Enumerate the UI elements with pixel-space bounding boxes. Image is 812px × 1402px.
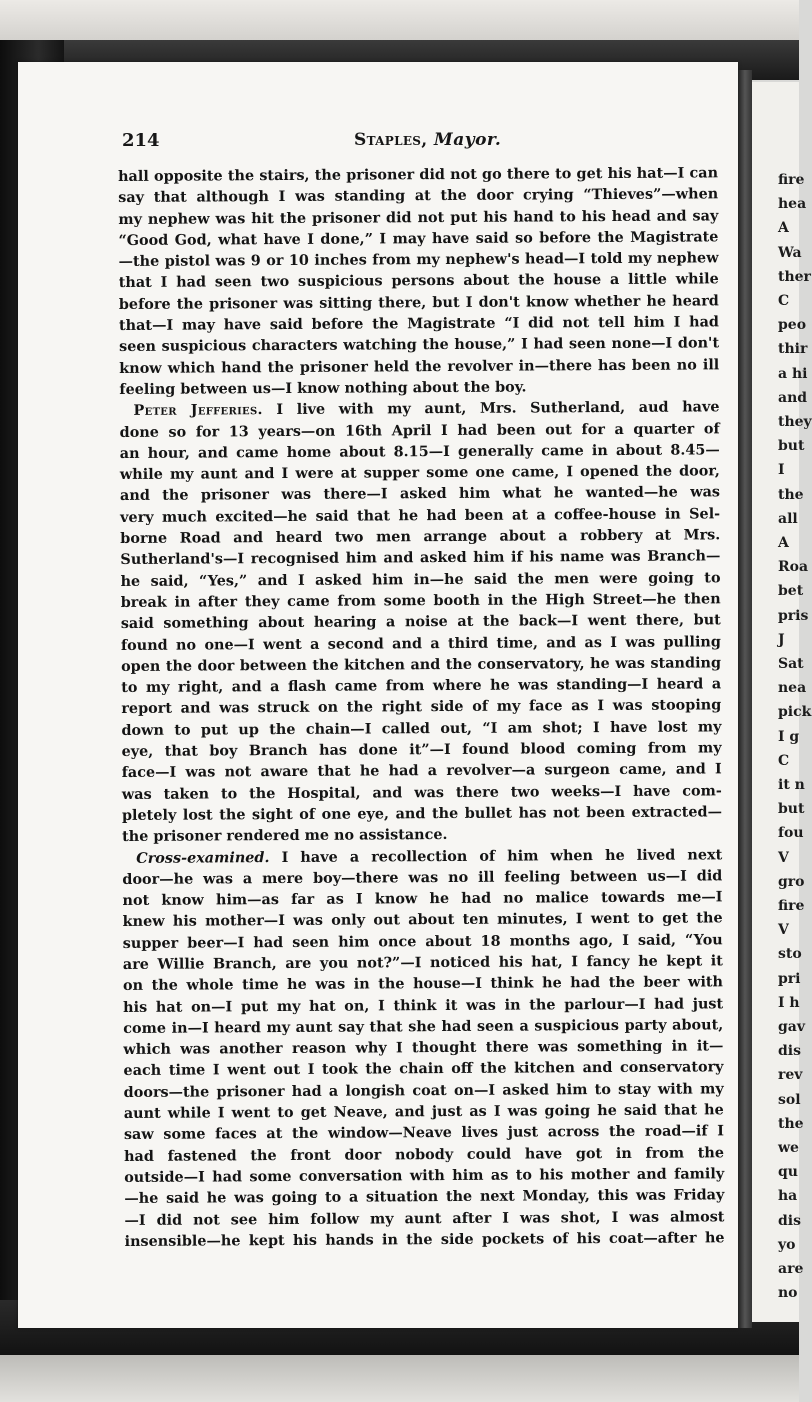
- facing-page-fragment: J: [778, 631, 785, 648]
- facing-page-fragment: sol: [778, 1091, 801, 1108]
- text-line: his hat on—I put my hat on, I think it was in the parlour—I had just: [123, 994, 724, 1016]
- facing-page-fragment: thir: [778, 341, 808, 358]
- running-head-name: Staples,: [354, 130, 428, 150]
- text-line: come in—I heard my aunt say that she had seen a suspicious party about,: [123, 1016, 724, 1037]
- text-line: doors—the prisoner had a longish coat on—I asked him to stay with my: [123, 1080, 724, 1101]
- facing-page-fragment: I: [778, 462, 785, 479]
- text-line: before the prisoner was sitting there, but I don't know whether he heard: [118, 292, 719, 313]
- facing-page-fragment: dis: [778, 1043, 801, 1060]
- text-line: found no one—I went a second and a third time, and as I was pulling: [120, 632, 721, 654]
- facing-page-fragment: A: [778, 220, 789, 237]
- facing-page-fragment: peo: [778, 317, 807, 334]
- text-line: had fastened the front door nobody could have got in from the: [123, 1143, 725, 1165]
- text-line: say that although I was standing at the door crying “Thieves”—when: [118, 185, 719, 207]
- facing-page-fragment: we: [778, 1140, 799, 1156]
- facing-page-fragment: all: [778, 510, 798, 527]
- facing-page-fragment: the: [778, 486, 804, 503]
- facing-page-fragment: dis: [778, 1212, 801, 1229]
- text-line: not know him—as far as I know he had no malice towards me—I: [122, 888, 723, 910]
- running-head: [354, 130, 501, 150]
- text-line: feeling between us—I know nothing about the boy.: [119, 378, 527, 398]
- text-line: door—he was a mere boy—there was no ill feeling between us—I did: [122, 867, 723, 888]
- text-line: an hour, and came home about 8.15—I generally came in about 8.45—: [119, 441, 720, 462]
- text-line: that—I may have said before the Magistrate “I did not tell him I had: [118, 313, 720, 335]
- facing-page-fragment: are: [778, 1261, 804, 1277]
- facing-page-fragment: C: [778, 293, 790, 309]
- facing-page-fragment: fire: [778, 898, 805, 914]
- text-line: pletely lost the sight of one eye, and the bullet has not been extracted—: [121, 803, 723, 824]
- facing-page-fragment: qu: [778, 1164, 798, 1181]
- text-line: “Good God, what have I done,” I may have said so before the Magistrate: [118, 228, 719, 249]
- text-line: face—I was not aware that he had a revolver—a surgeon came, and I: [121, 760, 722, 782]
- facing-page-fragment: the: [778, 1115, 804, 1132]
- text-line: knew his mother—I was only out about ten minutes, I went to get the: [122, 909, 723, 931]
- facing-page-fragment: I g: [778, 728, 800, 745]
- text-line: seen suspicious characters watching the house,” I had seen none—I don't: [119, 334, 720, 356]
- facing-page-fragment: no: [778, 1285, 798, 1302]
- facing-page-fragment: ha: [778, 1188, 798, 1205]
- text-line: —I did not see him follow my aunt after I was shot, I was almost: [124, 1207, 725, 1229]
- facing-page-fragment: a hi: [778, 365, 808, 382]
- facing-page-fragment: sto: [778, 946, 802, 963]
- facing-page-fragment: they: [778, 414, 812, 430]
- text-line: down to put up the chain—I called out, “I am shot; I have lost my: [121, 718, 722, 739]
- book-gutter: [738, 70, 752, 1328]
- page-text: [118, 162, 725, 1252]
- facing-page-fragment: ther: [778, 268, 811, 285]
- text-line: Sutherland's—I recognised him and asked him if his name was Branch—: [120, 547, 721, 569]
- text-line: said something about hearing a noise at the back—I went there, but: [120, 611, 721, 633]
- facing-page-fragment: Roa: [778, 559, 809, 576]
- text-line: break in after they came from some booth in the High Street—he then: [120, 590, 721, 611]
- facing-page-fragment: fou: [778, 825, 804, 842]
- text-line: supper beer—I had seen him once about 18 months ago, I said, “You: [122, 931, 723, 952]
- page-number: 214: [122, 130, 160, 151]
- facing-page-fragment: hea: [778, 196, 807, 213]
- facing-page-fragment: but: [778, 801, 805, 818]
- text-line: report and was struck on the right side of my face as I was stooping: [121, 696, 722, 718]
- text-line: know which hand the prisoner held the revolver in—there has been no ill: [119, 356, 720, 377]
- text-line: each time I went out I took the chain off the kitchen and conservatory: [123, 1058, 724, 1080]
- facing-page-fragment: but: [778, 438, 805, 455]
- text-line: while my aunt and I were at supper some one came, I opened the door,: [119, 462, 720, 484]
- text-line: on the whole time he was in the house—I think he had the beer with: [122, 973, 724, 995]
- text-line: open the door between the kitchen and the conservatory, he was standing: [121, 654, 722, 675]
- facing-page-fragment: A: [778, 535, 789, 551]
- text-line: outside—I had some conversation with him as to his mother and family: [124, 1165, 725, 1186]
- text-line: was taken to the Hospital, and was there two weeks—I have com-: [121, 781, 722, 803]
- facing-page-fragment: I h: [778, 994, 800, 1011]
- text-line: that I had seen two suspicious persons about the house a little while: [118, 270, 719, 292]
- facing-page-fragment: nea: [778, 680, 807, 697]
- page-header: [122, 130, 722, 154]
- facing-page-fragment: Wa: [778, 244, 802, 261]
- text-line: insensible—he kept his hands in the side pockets of his coat—after he: [124, 1229, 725, 1250]
- text-line: my nephew was hit the prisoner did not put his hand to his head and say: [118, 206, 719, 228]
- facing-page-fragment: Sat: [778, 656, 804, 672]
- facing-page-fragment: it n: [778, 777, 805, 793]
- facing-page-fragment: fire: [778, 172, 805, 188]
- text-line: he said, “Yes,” and I asked him in—he said the men were going to: [120, 568, 721, 590]
- facing-page-fragment: rev: [778, 1067, 803, 1084]
- facing-page-fragment: bet: [778, 583, 804, 600]
- witness-line: [119, 397, 719, 422]
- text-line: which was another reason why I thought there was something in it—: [123, 1037, 724, 1059]
- facing-page-fragment: and: [778, 389, 808, 406]
- text-line: and the prisoner was there—I asked him what he wanted—he was: [119, 483, 721, 505]
- scan-bottom-margin: [0, 1355, 799, 1402]
- witness-name: Peter Jefferies.: [133, 401, 263, 420]
- facing-page-fragment: V: [778, 849, 789, 866]
- facing-page-fragment: yo: [778, 1236, 796, 1253]
- cross-line-text: I have a recollection of him when he lived next: [281, 845, 723, 866]
- facing-page-fragment: pri: [778, 970, 801, 987]
- running-head-title: Mayor.: [433, 130, 502, 150]
- facing-page-fragment: pris: [778, 607, 809, 624]
- text-line: saw some faces at the window—Neave lives just across the road—if I: [123, 1122, 724, 1144]
- text-line: borne Road and heard two men arrange about a robbery at Mrs.: [120, 526, 721, 548]
- text-line: done so for 13 years—on 16th April I had been out for a quarter of: [119, 419, 720, 441]
- text-line: are Willie Branch, are you not?”—I noticed his hat, I fancy he kept it: [122, 952, 723, 973]
- facing-page-fragment: gro: [778, 873, 805, 890]
- facing-page-fragment: gav: [778, 1019, 805, 1035]
- cross-examined-label: Cross-examined.: [136, 848, 270, 867]
- text-line: eye, that boy Branch has done it”—I found blood coming from my: [121, 739, 722, 761]
- text-line: —the pistol was 9 or 10 inches from my nephew's head—I told my nephew: [118, 249, 719, 271]
- facing-page-fragment: pick: [778, 704, 812, 721]
- text-line: very much excited—he said that he had been at a coffee-house in Sel-: [120, 505, 721, 526]
- text-line: hall opposite the stairs, the prisoner did not go there to get his hat—I can: [118, 164, 719, 185]
- text-line: aunt while I went to get Neave, and just as I was going he said that he: [123, 1101, 724, 1123]
- facing-page-fragment: C: [778, 752, 790, 769]
- text-line: the prisoner rendered me no assistance.: [122, 826, 448, 846]
- facing-page-fragment: V: [778, 922, 789, 939]
- text-line: to my right, and a flash came from where he was standing—I heard a: [121, 675, 722, 697]
- facing-page-edge: [752, 82, 812, 1322]
- witness-line-text: I live with my aunt, Mrs. Sutherland, aud have: [276, 398, 720, 419]
- text-line: —he said he was going to a situation the next Monday, this was Friday: [124, 1186, 725, 1208]
